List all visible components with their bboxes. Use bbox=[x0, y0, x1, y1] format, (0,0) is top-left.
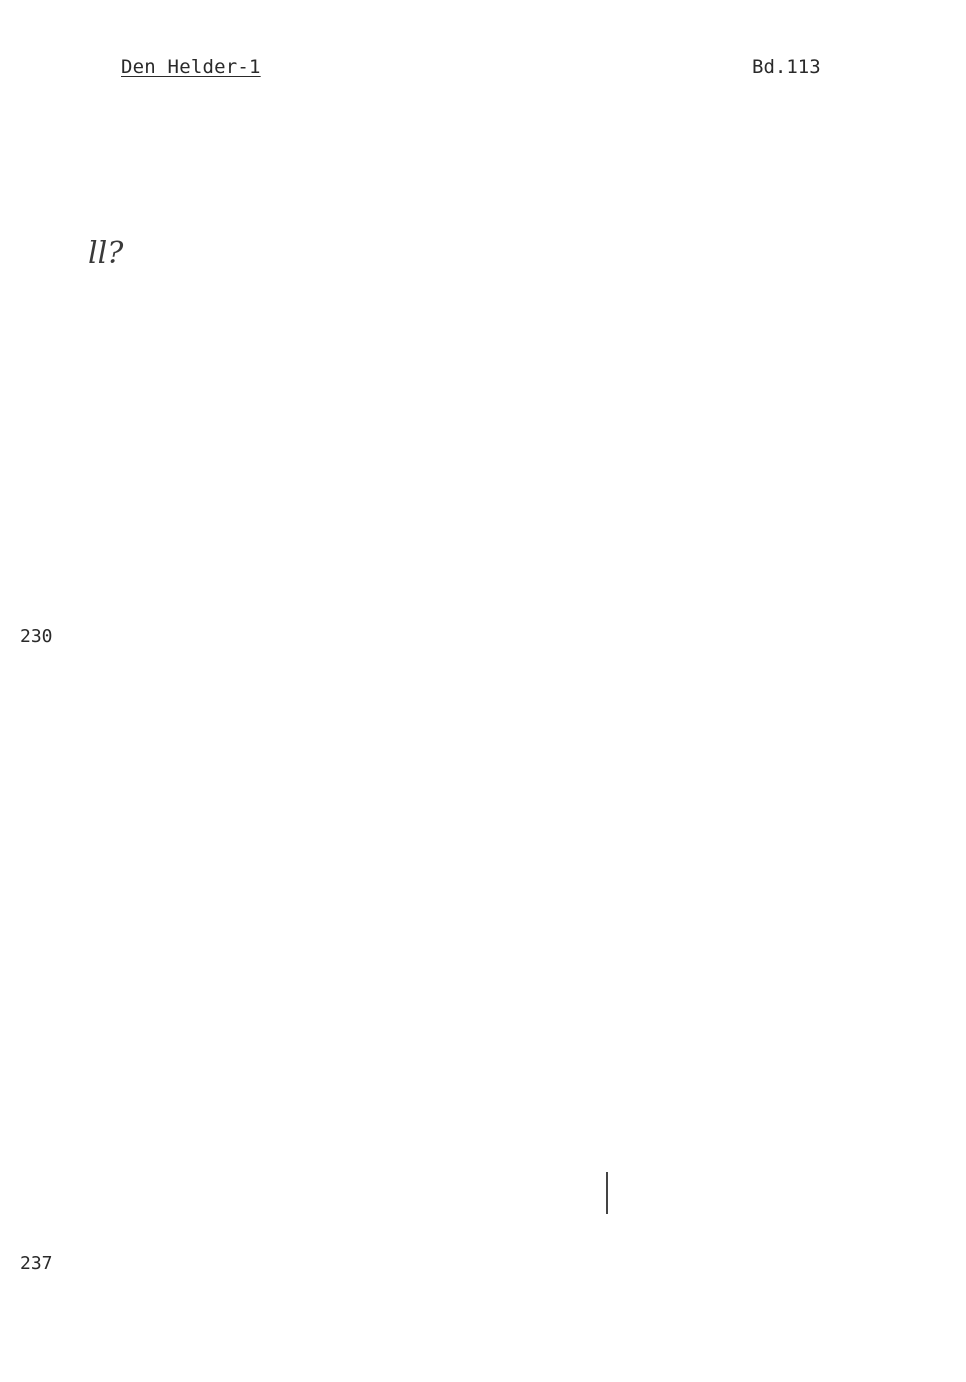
line-number-230: 230 bbox=[20, 626, 53, 647]
vertical-pen-stroke bbox=[606, 1172, 608, 1214]
document-title: Den Helder-1 bbox=[121, 56, 261, 78]
line-number-237: 237 bbox=[20, 1253, 53, 1274]
volume-reference: Bd.113 bbox=[752, 56, 821, 78]
handwritten-margin-mark: ll? bbox=[88, 236, 124, 271]
